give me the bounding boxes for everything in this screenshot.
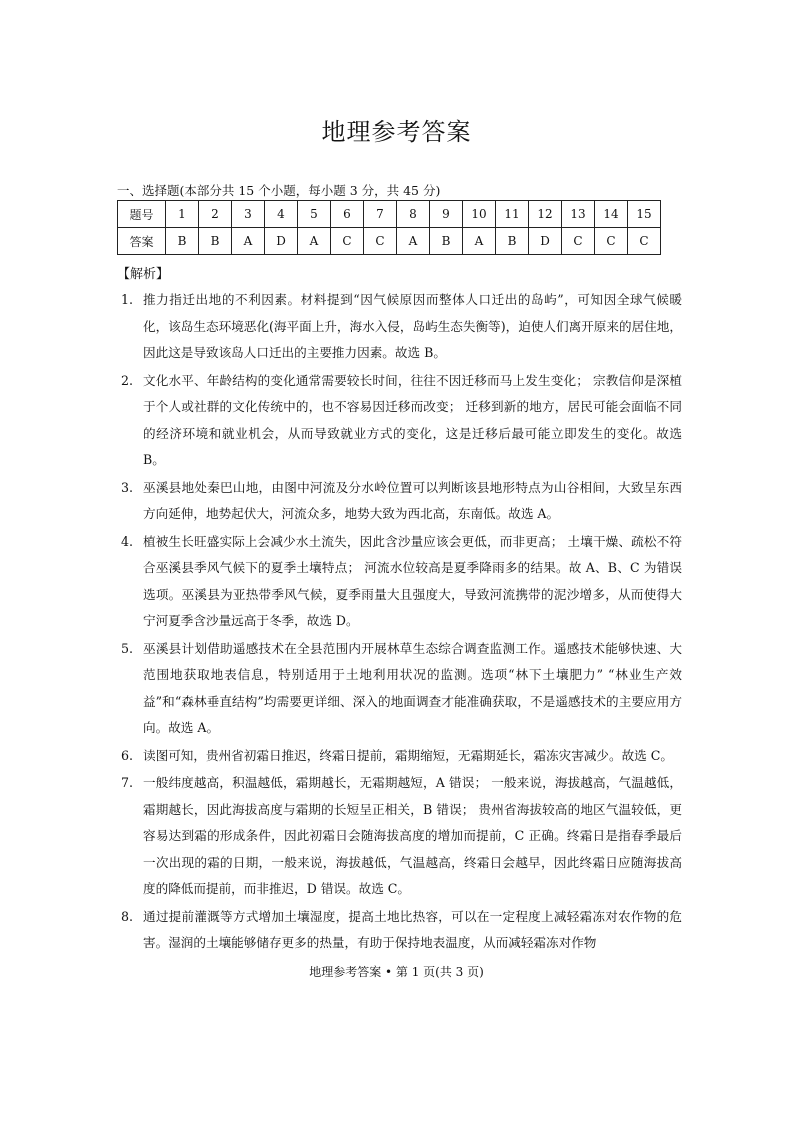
question-number-cell: 5 (298, 201, 331, 228)
analysis-item (117, 743, 682, 770)
analysis-item (117, 636, 682, 742)
question-number-cell: 3 (232, 201, 265, 228)
question-number-cell: 8 (397, 201, 430, 228)
analysis-item (117, 475, 682, 528)
question-number-cell: 10 (463, 201, 496, 228)
item-text: 推力指迁出地的不利因素。材料提到“因气候原因而整体人口迁出的岛屿”，可知因全球气候暖化，该岛生态环境恶化(海平面上升，海水入侵，岛屿生态失衡等)，迫使人们离开原来的居住地，因此这是导致该岛人口迁出的主要推力因素。故选 B。 (143, 292, 682, 360)
item-text: 植被生长旺盛实际上会减少水土流失，因此含沙量应该会更低，而非更高； 土壤干燥、疏松不符合巫溪县季风气候下的夏季土壤特点； 河流水位较高是夏季降雨多的结果。故 A、B、C 为错误选项。巫溪县为亚热带季风气候，夏季雨量大且强度大，导致河流携带的泥沙增多，从而使得大宁河夏季含沙量远高于冬季，故选 D。 (143, 533, 682, 628)
answer-cell: D (265, 228, 298, 255)
item-text: 通过提前灌溉等方式增加土壤湿度，提高土地比热容，可以在一定程度上减轻霜冻对农作物的危害。湿润的土壤能够储存更多的热量，有助于保持地表温度，从而减轻霜冻对作物 (143, 908, 682, 950)
item-number: 7. (121, 775, 134, 790)
answer-cell: D (529, 228, 562, 255)
analysis-label: 【解析】 (117, 267, 170, 282)
table-row-answers (118, 228, 661, 255)
item-text: 文化水平、年龄结构的变化通常需要较长时间，往往不因迁移而马上发生变化； 宗教信仰是深植于个人或社群的文化传统中的，也不容易因迁移而改变； 迁移到新的地方，居民可能会面临不同的经济环境和就业机会，从而导致就业方式的变化，这是迁移后最可能立即发生的变化。故选 B。 (143, 372, 682, 467)
answer-table (117, 200, 661, 255)
item-number: 2. (121, 372, 134, 388)
answer-cell: B (496, 228, 529, 255)
answer-cell: A (397, 228, 430, 255)
question-number-cell: 1 (166, 201, 199, 228)
answer-cell: C (595, 228, 628, 255)
item-number: 1. (121, 292, 134, 307)
question-number-cell: 13 (562, 201, 595, 228)
question-number-cell: 11 (496, 201, 529, 228)
answer-cell: B (166, 228, 199, 255)
page-footer: 地理参考答案 • 第 1 页(共 3 页) (309, 965, 484, 979)
answer-cell: C (364, 228, 397, 255)
analysis-item (117, 904, 682, 957)
analysis-item (117, 770, 682, 903)
answer-cell: A (298, 228, 331, 255)
question-number-cell: 15 (628, 201, 661, 228)
answer-cell: B (199, 228, 232, 255)
question-number-cell: 4 (265, 201, 298, 228)
question-number-cell: 2 (199, 201, 232, 228)
item-number: 3. (121, 479, 134, 495)
question-number-cell: 7 (364, 201, 397, 228)
item-text: 一般纬度越高，积温越低，霜期越长，无霜期越短，A 错误； 一般来说，海拔越高，气温越低，霜期越长，因此海拔高度与霜期的长短呈正相关，B 错误； 贵州省海拔较高的地区气温较低，更容易达到霜的形成条件，因此初霜日会随海拔高度的增加而提前，C 正确。终霜日是指春季最后一次出现的霜的日期，一般来说，海拔越低，气温越高，终霜日会越早，因此终霜日应随海拔高度的降低而提前，而非推迟，D 错误。故选 C。 (143, 775, 682, 896)
table-row-numbers (118, 201, 661, 228)
analysis-item (117, 368, 682, 474)
analysis-item (117, 529, 682, 635)
page-title: 地理参考答案 (321, 118, 472, 146)
row-label-number: 题号 (118, 201, 166, 228)
answer-cell: A (232, 228, 265, 255)
item-number: 4. (121, 533, 134, 549)
answer-cell: C (628, 228, 661, 255)
row-label-answer: 答案 (118, 228, 166, 255)
section-heading: 一、选择题(本部分共 15 个小题，每小题 3 分，共 45 分) (117, 183, 441, 198)
item-number: 5. (121, 640, 134, 656)
answer-cell: C (562, 228, 595, 255)
question-number-cell: 6 (331, 201, 364, 228)
question-number-cell: 12 (529, 201, 562, 228)
question-number-cell: 9 (430, 201, 463, 228)
analysis-list (117, 287, 682, 958)
question-number-cell: 14 (595, 201, 628, 228)
item-text: 读图可知，贵州省初霜日推迟，终霜日提前，霜期缩短，无霜期延长，霜冻灾害减少。故选 C。 (143, 747, 673, 763)
answer-cell: A (463, 228, 496, 255)
item-text: 巫溪县地处秦巴山地，由图中河流及分水岭位置可以判断该县地形特点为山谷相间，大致呈东西方向延伸，地势起伏大，河流众多，地势大致为西北高，东南低。故选 A。 (143, 479, 682, 521)
analysis-item (117, 287, 682, 367)
answer-cell: B (430, 228, 463, 255)
item-text: 巫溪县计划借助遥感技术在全县范围内开展林草生态综合调查监测工作。遥感技术能够快速、大范围地获取地表信息，特别适用于土地利用状况的监测。选项“林下土壤肥力” “林业生产效益”和“森林垂直结构”均需要更详细、深入的地面调查才能准确获取，不是遥感技术的主要应用方向。故选 A。 (143, 640, 682, 735)
item-number: 8. (121, 908, 134, 924)
item-number: 6. (121, 747, 134, 763)
answer-cell: C (331, 228, 364, 255)
